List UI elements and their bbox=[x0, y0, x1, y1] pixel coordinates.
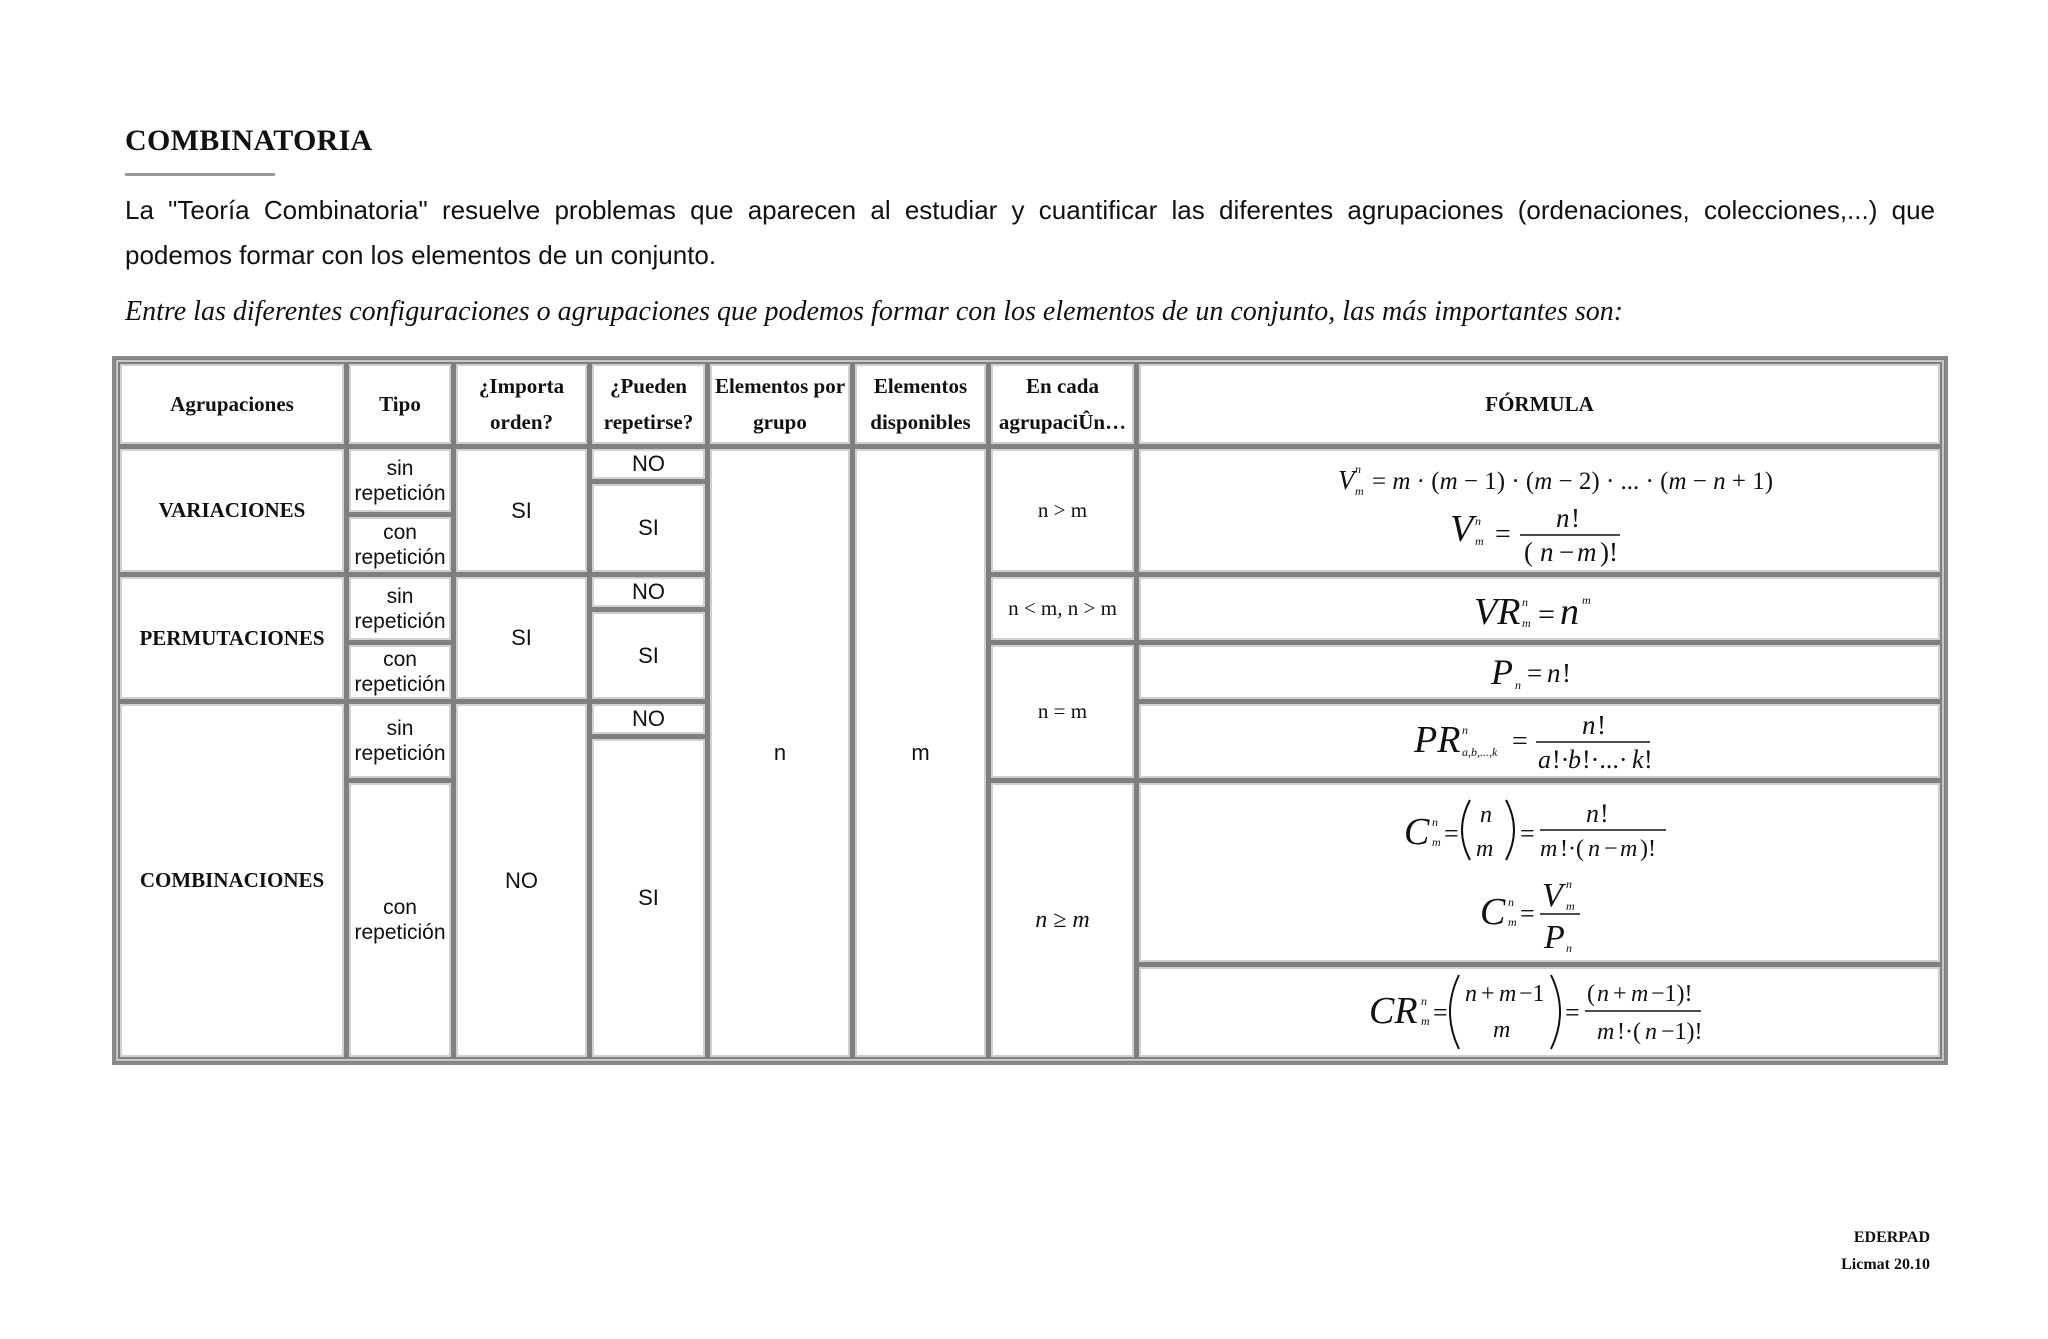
table-row bbox=[120, 577, 1940, 607]
header-en-cada-line1: En cada bbox=[1026, 374, 1099, 398]
svg-text:n: n bbox=[1546, 658, 1560, 688]
formula-pr-svg bbox=[1410, 706, 1670, 776]
repetirse-variaciones-con: SI bbox=[592, 484, 705, 572]
svg-text:m: m bbox=[1619, 835, 1637, 862]
repetirse-permutaciones-con: SI bbox=[592, 612, 705, 699]
svg-text:m: m bbox=[1581, 592, 1591, 607]
group-permutaciones: PERMUTACIONES bbox=[120, 577, 344, 699]
svg-text:n: n bbox=[1581, 710, 1595, 740]
title-underline bbox=[125, 173, 275, 176]
svg-text:V: V bbox=[1449, 507, 1473, 550]
svg-text:V: V bbox=[1541, 876, 1563, 914]
svg-text:m: m bbox=[1521, 615, 1531, 630]
header-importa-line2: orden? bbox=[490, 410, 553, 434]
svg-text:=: = bbox=[1511, 726, 1528, 757]
repetirse-permutaciones-sin: NO bbox=[592, 577, 705, 607]
svg-text:n: n bbox=[1565, 940, 1572, 955]
formula-variaciones-repeticion bbox=[1139, 577, 1940, 640]
svg-text:(: ( bbox=[1586, 981, 1595, 1007]
svg-text:m: m bbox=[1539, 835, 1557, 862]
svg-text:=: = bbox=[1432, 998, 1448, 1027]
svg-text:=: = bbox=[1537, 597, 1555, 631]
header-elementos-por-line1: Elementos por bbox=[714, 374, 846, 398]
table-row bbox=[120, 645, 1940, 699]
tipo-permutaciones-con bbox=[349, 645, 451, 699]
svg-text:−: − bbox=[1603, 835, 1618, 862]
importa-variaciones: SI bbox=[456, 449, 587, 572]
condicion-combinaciones: n ≥ m bbox=[991, 783, 1134, 1057]
svg-text:m: m bbox=[1596, 1019, 1614, 1045]
tipo-con-word: con bbox=[383, 648, 417, 671]
svg-text:!·: !· bbox=[1551, 745, 1569, 774]
tipo-repeticion-word: repetición bbox=[354, 921, 446, 944]
svg-text:n: n bbox=[1559, 590, 1579, 633]
tipo-sin-word: sin bbox=[386, 456, 414, 480]
svg-text:P: P bbox=[1490, 652, 1513, 692]
tipo-combinaciones-con bbox=[349, 783, 451, 1057]
svg-text:= m · (m − 1) · (m − 2) · ...: = m · (m − 1) · (m − 2) · ... · (m − n + 1) bbox=[1371, 467, 1773, 495]
svg-text:n: n bbox=[1587, 835, 1600, 862]
header-en-cada-line2: agrupaciÛn… bbox=[998, 410, 1127, 434]
header-tipo-label: Tipo bbox=[379, 392, 421, 416]
footer bbox=[1841, 1224, 1930, 1278]
svg-text:m: m bbox=[1630, 981, 1648, 1007]
tipo-repeticion-word: repetición bbox=[354, 545, 446, 569]
header-formula-label: FÓRMULA bbox=[1485, 392, 1594, 416]
footer-version: Licmat 20.10 bbox=[1841, 1256, 1930, 1273]
svg-text:!·(: !·( bbox=[1559, 835, 1584, 862]
svg-text:−: − bbox=[1558, 536, 1574, 567]
tipo-con-word: con bbox=[383, 520, 417, 544]
svg-text:!: ! bbox=[1570, 502, 1580, 533]
svg-text:!: ! bbox=[1561, 658, 1571, 688]
formula-permutaciones-repeticion bbox=[1139, 704, 1940, 778]
header-elementos-disponibles bbox=[855, 364, 986, 444]
header-elementos-por-grupo bbox=[710, 364, 850, 444]
elementos-disponibles-value: m bbox=[855, 449, 986, 1057]
svg-text:m: m bbox=[1475, 835, 1493, 862]
formula-p-svg bbox=[1485, 652, 1595, 692]
svg-text:m: m bbox=[1492, 1017, 1510, 1043]
header-elementos-disp-line1: Elementos bbox=[873, 374, 968, 398]
svg-text:n: n bbox=[1644, 1019, 1657, 1045]
svg-text:)!: )! bbox=[1599, 536, 1618, 567]
header-tipo bbox=[349, 364, 451, 444]
header-agrupaciones bbox=[120, 364, 344, 444]
importa-combinaciones: NO bbox=[456, 704, 587, 1057]
table-row bbox=[120, 449, 1940, 479]
svg-text:n: n bbox=[1420, 994, 1427, 1008]
svg-text:n: n bbox=[1565, 876, 1572, 891]
svg-text:!·(: !·( bbox=[1616, 1019, 1641, 1045]
svg-text:!·...·: !·...· bbox=[1581, 745, 1627, 774]
svg-text:m: m bbox=[1354, 483, 1364, 498]
svg-text:P: P bbox=[1543, 918, 1565, 956]
svg-text:C: C bbox=[1479, 890, 1505, 933]
header-importa-line1: ¿Importa bbox=[478, 374, 565, 398]
formula-permutaciones bbox=[1139, 645, 1940, 699]
svg-text:n: n bbox=[1354, 461, 1361, 476]
table-row bbox=[120, 783, 1940, 830]
formula-vr-svg bbox=[1470, 586, 1610, 632]
formula-variaciones-svg bbox=[1330, 453, 1773, 569]
svg-text:n: n bbox=[1474, 513, 1481, 528]
svg-text:+: + bbox=[1480, 981, 1495, 1007]
formula-combinaciones-repeticion bbox=[1139, 967, 1940, 1057]
header-elementos-por-line2: grupo bbox=[753, 410, 807, 434]
svg-text:m: m bbox=[1474, 533, 1484, 548]
formula-v-product bbox=[1338, 462, 1773, 498]
tipo-combinaciones-sin bbox=[349, 704, 451, 778]
svg-text:m: m bbox=[1507, 914, 1517, 929]
tipo-repeticion-word: repetición bbox=[354, 609, 446, 633]
tipo-permutaciones-sin bbox=[349, 577, 451, 640]
subtitle-paragraph: Entre las diferentes configuraciones o agrupaciones que podemos formar con los elementos de un conjunto, las más importantes son: bbox=[125, 296, 1624, 327]
formula-v-factorial bbox=[1450, 503, 1620, 567]
repetirse-variaciones-sin: NO bbox=[592, 449, 705, 479]
page-title: COMBINATORIA bbox=[125, 124, 373, 157]
svg-text:=: = bbox=[1526, 658, 1542, 688]
svg-text:(: ( bbox=[1523, 536, 1533, 567]
tipo-repeticion-word: repetición bbox=[354, 673, 446, 696]
svg-text:n: n bbox=[1596, 981, 1609, 1007]
intro-paragraph: La "Teoría Combinatoria" resuelve problemas que aparecen al estudiar y cuantificar las diferentes agrupaciones (ordenaciones, colecciones,...) que podemos formar con los elementos de un conjunto. bbox=[125, 195, 1935, 270]
svg-text:m: m bbox=[1498, 981, 1516, 1007]
formula-c-svg bbox=[1400, 788, 1680, 958]
svg-text:=: = bbox=[1494, 518, 1511, 550]
svg-text:=: = bbox=[1519, 818, 1535, 848]
condicion-variaciones: n > m bbox=[991, 449, 1134, 572]
svg-text:VR: VR bbox=[1473, 590, 1520, 633]
header-row bbox=[120, 364, 1940, 444]
tipo-repeticion-word: repetición bbox=[354, 481, 446, 505]
importa-permutaciones: SI bbox=[456, 577, 587, 699]
repetirse-combinaciones-con: SI bbox=[592, 739, 705, 1057]
svg-text:!: ! bbox=[1596, 710, 1606, 740]
svg-text:n: n bbox=[1479, 801, 1492, 828]
svg-text:C: C bbox=[1403, 810, 1429, 853]
header-pueden-repetirse bbox=[592, 364, 705, 444]
formula-variaciones bbox=[1139, 449, 1940, 572]
header-agrupaciones-label: Agrupaciones bbox=[170, 392, 294, 416]
svg-text:m: m bbox=[1420, 1014, 1430, 1028]
formula-cr-svg bbox=[1365, 969, 1715, 1055]
tipo-variaciones-con bbox=[349, 517, 451, 572]
formula-combinaciones bbox=[1139, 783, 1940, 962]
formula-c-binomial bbox=[1404, 799, 1666, 862]
header-pueden-line1: ¿Pueden bbox=[609, 374, 687, 398]
svg-text:n: n bbox=[1464, 981, 1477, 1007]
svg-text:CR: CR bbox=[1368, 990, 1418, 1032]
header-en-cada-agrupacion bbox=[991, 364, 1134, 444]
tipo-repeticion-word: repetición bbox=[354, 742, 446, 765]
svg-text:)!: )! bbox=[1639, 835, 1656, 862]
header-formula bbox=[1139, 364, 1940, 444]
svg-text:b: b bbox=[1567, 745, 1581, 774]
condicion-permutaciones: n = m bbox=[991, 645, 1134, 778]
svg-text:a,b,...,k: a,b,...,k bbox=[1461, 745, 1497, 759]
svg-text:−1: −1 bbox=[1518, 981, 1545, 1007]
tipo-con-word: con bbox=[383, 896, 417, 919]
svg-text:m: m bbox=[1576, 536, 1596, 567]
group-variaciones: VARIACIONES bbox=[120, 449, 344, 572]
svg-text:n: n bbox=[1521, 594, 1528, 609]
svg-text:!: ! bbox=[1599, 798, 1609, 828]
svg-text:n: n bbox=[1539, 536, 1553, 567]
svg-text:n: n bbox=[1555, 502, 1569, 533]
svg-text:=: = bbox=[1443, 818, 1459, 848]
header-pueden-line2: repetirse? bbox=[603, 410, 694, 434]
elementos-por-grupo-value: n bbox=[710, 449, 850, 1057]
svg-text:n: n bbox=[1514, 678, 1521, 692]
svg-text:m: m bbox=[1565, 898, 1575, 913]
svg-text:n: n bbox=[1585, 798, 1599, 828]
svg-text:V: V bbox=[1337, 464, 1354, 495]
svg-text:=: = bbox=[1519, 898, 1535, 928]
svg-text:m: m bbox=[1431, 834, 1441, 849]
svg-text:PR: PR bbox=[1413, 719, 1460, 761]
tipo-sin-word: sin bbox=[386, 584, 414, 608]
svg-text:n: n bbox=[1507, 894, 1514, 909]
repetirse-combinaciones-sin: NO bbox=[592, 704, 705, 734]
svg-text:−1)!: −1)! bbox=[1650, 981, 1693, 1007]
footer-author: EDERPAD bbox=[1853, 1229, 1930, 1246]
svg-text:+: + bbox=[1612, 981, 1627, 1007]
condicion-variaciones-repeticion: n < m, n > m bbox=[991, 577, 1134, 640]
svg-text:−1)!: −1)! bbox=[1660, 1019, 1703, 1045]
group-combinaciones: COMBINACIONES bbox=[120, 704, 344, 1057]
svg-text:=: = bbox=[1564, 998, 1580, 1027]
tipo-variaciones-sin bbox=[349, 449, 451, 512]
svg-text:n: n bbox=[1431, 814, 1438, 829]
header-elementos-disp-line2: disponibles bbox=[870, 410, 971, 434]
tipo-sin-word: sin bbox=[386, 717, 414, 740]
formula-c-ratio bbox=[1480, 877, 1580, 956]
svg-text:!: ! bbox=[1643, 745, 1653, 774]
svg-text:n: n bbox=[1461, 723, 1468, 737]
svg-text:a: a bbox=[1537, 745, 1551, 774]
combinatoria-table bbox=[112, 356, 1948, 1065]
svg-text:k: k bbox=[1631, 745, 1644, 774]
header-importa-orden bbox=[456, 364, 587, 444]
